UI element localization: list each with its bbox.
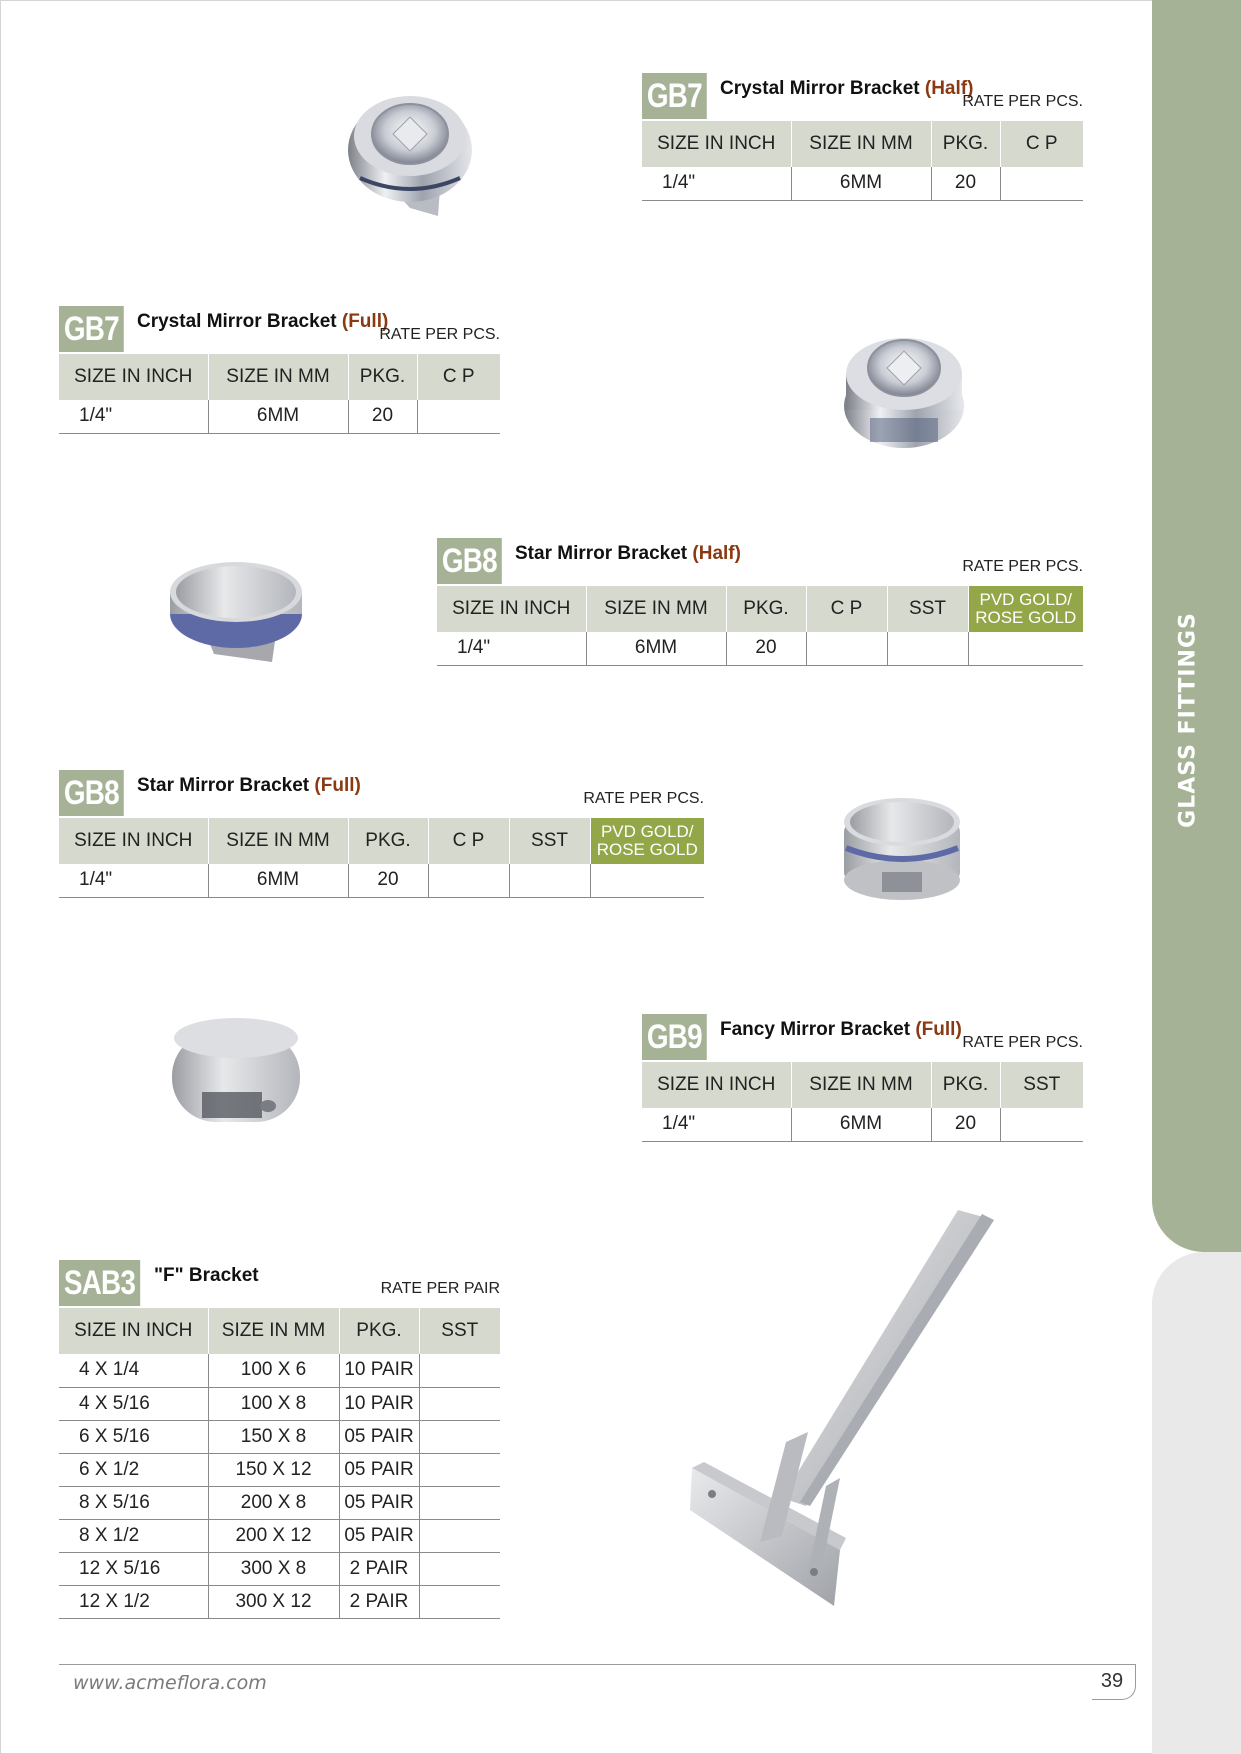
product-code: GB8 [59,770,124,816]
star-bracket-full-image [838,792,966,902]
table-header-row [642,1062,1083,1108]
rate-label: RATE PER PAIR [380,1280,500,1297]
table-header: SST [419,1308,500,1354]
table-cell [1000,1108,1083,1141]
table-cell: 1/4" [437,632,586,665]
product-gb8-full [59,770,704,898]
rate-label: RATE PER PCS. [962,558,1083,575]
crystal-bracket-full-image [836,322,972,452]
website-link[interactable]: www.acmeflora.com [73,1672,267,1694]
product-sab3 [59,1260,500,1619]
table-cell: 20 [348,400,417,433]
table-header: SIZE IN MM [208,354,348,400]
table-cell: 05 PAIR [339,1519,419,1552]
table-header: SIZE IN INCH [59,818,208,864]
product-code: GB7 [59,306,124,352]
table-cell [1000,167,1083,200]
table-cell: 6MM [208,400,348,433]
table-cell: 6 X 1/2 [59,1453,208,1486]
rate-label: RATE PER PCS. [962,93,1083,110]
product-title: Fancy Mirror Bracket (Full) [720,1019,962,1040]
section-label: GLASS FITTINGS [1175,612,1201,828]
price-table [437,586,1083,666]
table-header: SIZE IN INCH [642,121,791,167]
table-cell [417,400,500,433]
table-cell: 100 X 8 [208,1387,339,1420]
table-cell: 300 X 12 [208,1585,339,1618]
table-header-pvd: PVD GOLD/ ROSE GOLD [968,586,1083,632]
table-cell [419,1519,500,1552]
product-title: "F" Bracket [154,1265,259,1286]
table-row [59,1585,500,1618]
table-cell [419,1486,500,1519]
table-row [59,400,500,433]
table-header: C P [428,818,509,864]
product-code: GB8 [437,538,502,584]
rate-label: RATE PER PCS. [379,326,500,343]
table-header: PKG. [348,818,428,864]
table-cell: 1/4" [642,1108,791,1141]
table-header-row [59,354,500,400]
product-gb9-full [642,1014,1083,1142]
page-number: 39 [1100,1670,1124,1692]
table-cell: 1/4" [59,864,208,897]
table-cell: 20 [348,864,428,897]
table-cell: 1/4" [642,167,791,200]
product-code: GB9 [642,1014,707,1060]
table-header: SIZE IN MM [208,818,348,864]
table-header: PKG. [931,1062,1000,1108]
table-header: PKG. [339,1308,419,1354]
table-row [59,1552,500,1585]
price-table [59,1308,500,1619]
table-cell [806,632,887,665]
table-cell: 6MM [791,1108,931,1141]
product-variant: (Full) [915,1019,962,1040]
table-cell: 10 PAIR [339,1354,419,1387]
table-header: SIZE IN MM [586,586,726,632]
product-variant: (Half) [692,543,741,564]
table-cell: 300 X 8 [208,1552,339,1585]
table-cell: 05 PAIR [339,1453,419,1486]
table-header: SIZE IN MM [791,1062,931,1108]
table-cell [419,1387,500,1420]
table-cell: 150 X 8 [208,1420,339,1453]
product-variant: (Full) [341,311,389,332]
table-header: SIZE IN INCH [59,1308,208,1354]
table-header: SIZE IN INCH [437,586,586,632]
table-cell [887,632,968,665]
table-row [642,167,1083,200]
table-header: PKG. [348,354,417,400]
table-row [59,1486,500,1519]
table-header: SIZE IN INCH [59,354,208,400]
fancy-bracket-full-image [168,1014,304,1140]
table-cell: 05 PAIR [339,1420,419,1453]
table-cell: 05 PAIR [339,1486,419,1519]
table-cell: 200 X 12 [208,1519,339,1552]
price-table [59,354,500,434]
table-cell: 200 X 8 [208,1486,339,1519]
table-cell: 20 [726,632,806,665]
price-table [642,121,1083,201]
table-cell: 100 X 6 [208,1354,339,1387]
table-cell: 1/4" [59,400,208,433]
table-header: SST [1000,1062,1083,1108]
table-header: PKG. [931,121,1000,167]
product-gb7-half [642,73,1083,201]
product-code: SAB3 [59,1260,140,1306]
table-row [437,632,1083,665]
product-variant: (Half) [924,78,974,99]
rate-label: RATE PER PCS. [962,1034,1083,1051]
table-row [59,1519,500,1552]
f-bracket-image [690,1206,1002,1608]
table-header: SIZE IN MM [791,121,931,167]
table-header-row [59,818,704,864]
rate-label: RATE PER PCS. [583,790,704,807]
table-cell [419,1420,500,1453]
table-cell [968,632,1083,665]
product-title: Star Mirror Bracket (Half) [515,543,741,564]
table-header: SST [887,586,968,632]
table-cell: 12 X 5/16 [59,1552,208,1585]
crystal-bracket-half-image [340,88,480,220]
product-code: GB7 [642,73,707,119]
table-row [59,1354,500,1387]
table-header: PKG. [726,586,806,632]
table-row [59,1420,500,1453]
table-cell: 2 PAIR [339,1552,419,1585]
table-cell: 12 X 1/2 [59,1585,208,1618]
table-header-row [642,121,1083,167]
table-header: SIZE IN INCH [642,1062,791,1108]
table-cell: 8 X 5/16 [59,1486,208,1519]
side-tab-lower [1152,1252,1241,1754]
table-header: C P [806,586,887,632]
table-row [59,1453,500,1486]
product-gb8-half [437,538,1083,666]
table-cell: 6MM [586,632,726,665]
star-bracket-half-image [166,556,306,666]
table-header-pvd: PVD GOLD/ ROSE GOLD [590,818,704,864]
table-row [59,1387,500,1420]
table-cell: 6 X 5/16 [59,1420,208,1453]
table-cell: 20 [931,1108,1000,1141]
table-cell: 4 X 5/16 [59,1387,208,1420]
table-header: SIZE IN MM [208,1308,339,1354]
product-title: Crystal Mirror Bracket (Full) [137,311,389,332]
table-header: C P [417,354,500,400]
table-header: SST [509,818,590,864]
table-cell [428,864,509,897]
table-cell [509,864,590,897]
price-table [642,1062,1083,1142]
table-cell [419,1552,500,1585]
footer-divider [59,1664,1136,1665]
table-cell [419,1354,500,1387]
table-cell: 10 PAIR [339,1387,419,1420]
table-row [59,864,704,897]
table-row [642,1108,1083,1141]
product-gb7-full [59,306,500,434]
table-cell: 2 PAIR [339,1585,419,1618]
product-title: Star Mirror Bracket (Full) [137,775,361,796]
table-body [59,1354,500,1618]
price-table [59,818,704,898]
table-cell: 6MM [208,864,348,897]
table-cell: 20 [931,167,1000,200]
table-cell: 8 X 1/2 [59,1519,208,1552]
table-cell: 4 X 1/4 [59,1354,208,1387]
product-title: Crystal Mirror Bracket (Half) [720,78,974,99]
table-cell: 150 X 12 [208,1453,339,1486]
table-cell [419,1585,500,1618]
table-header: C P [1000,121,1083,167]
product-variant: (Full) [314,775,361,796]
table-cell: 6MM [791,167,931,200]
table-header-row [59,1308,500,1354]
table-cell [419,1453,500,1486]
table-header-row [437,586,1083,632]
table-cell [590,864,704,897]
